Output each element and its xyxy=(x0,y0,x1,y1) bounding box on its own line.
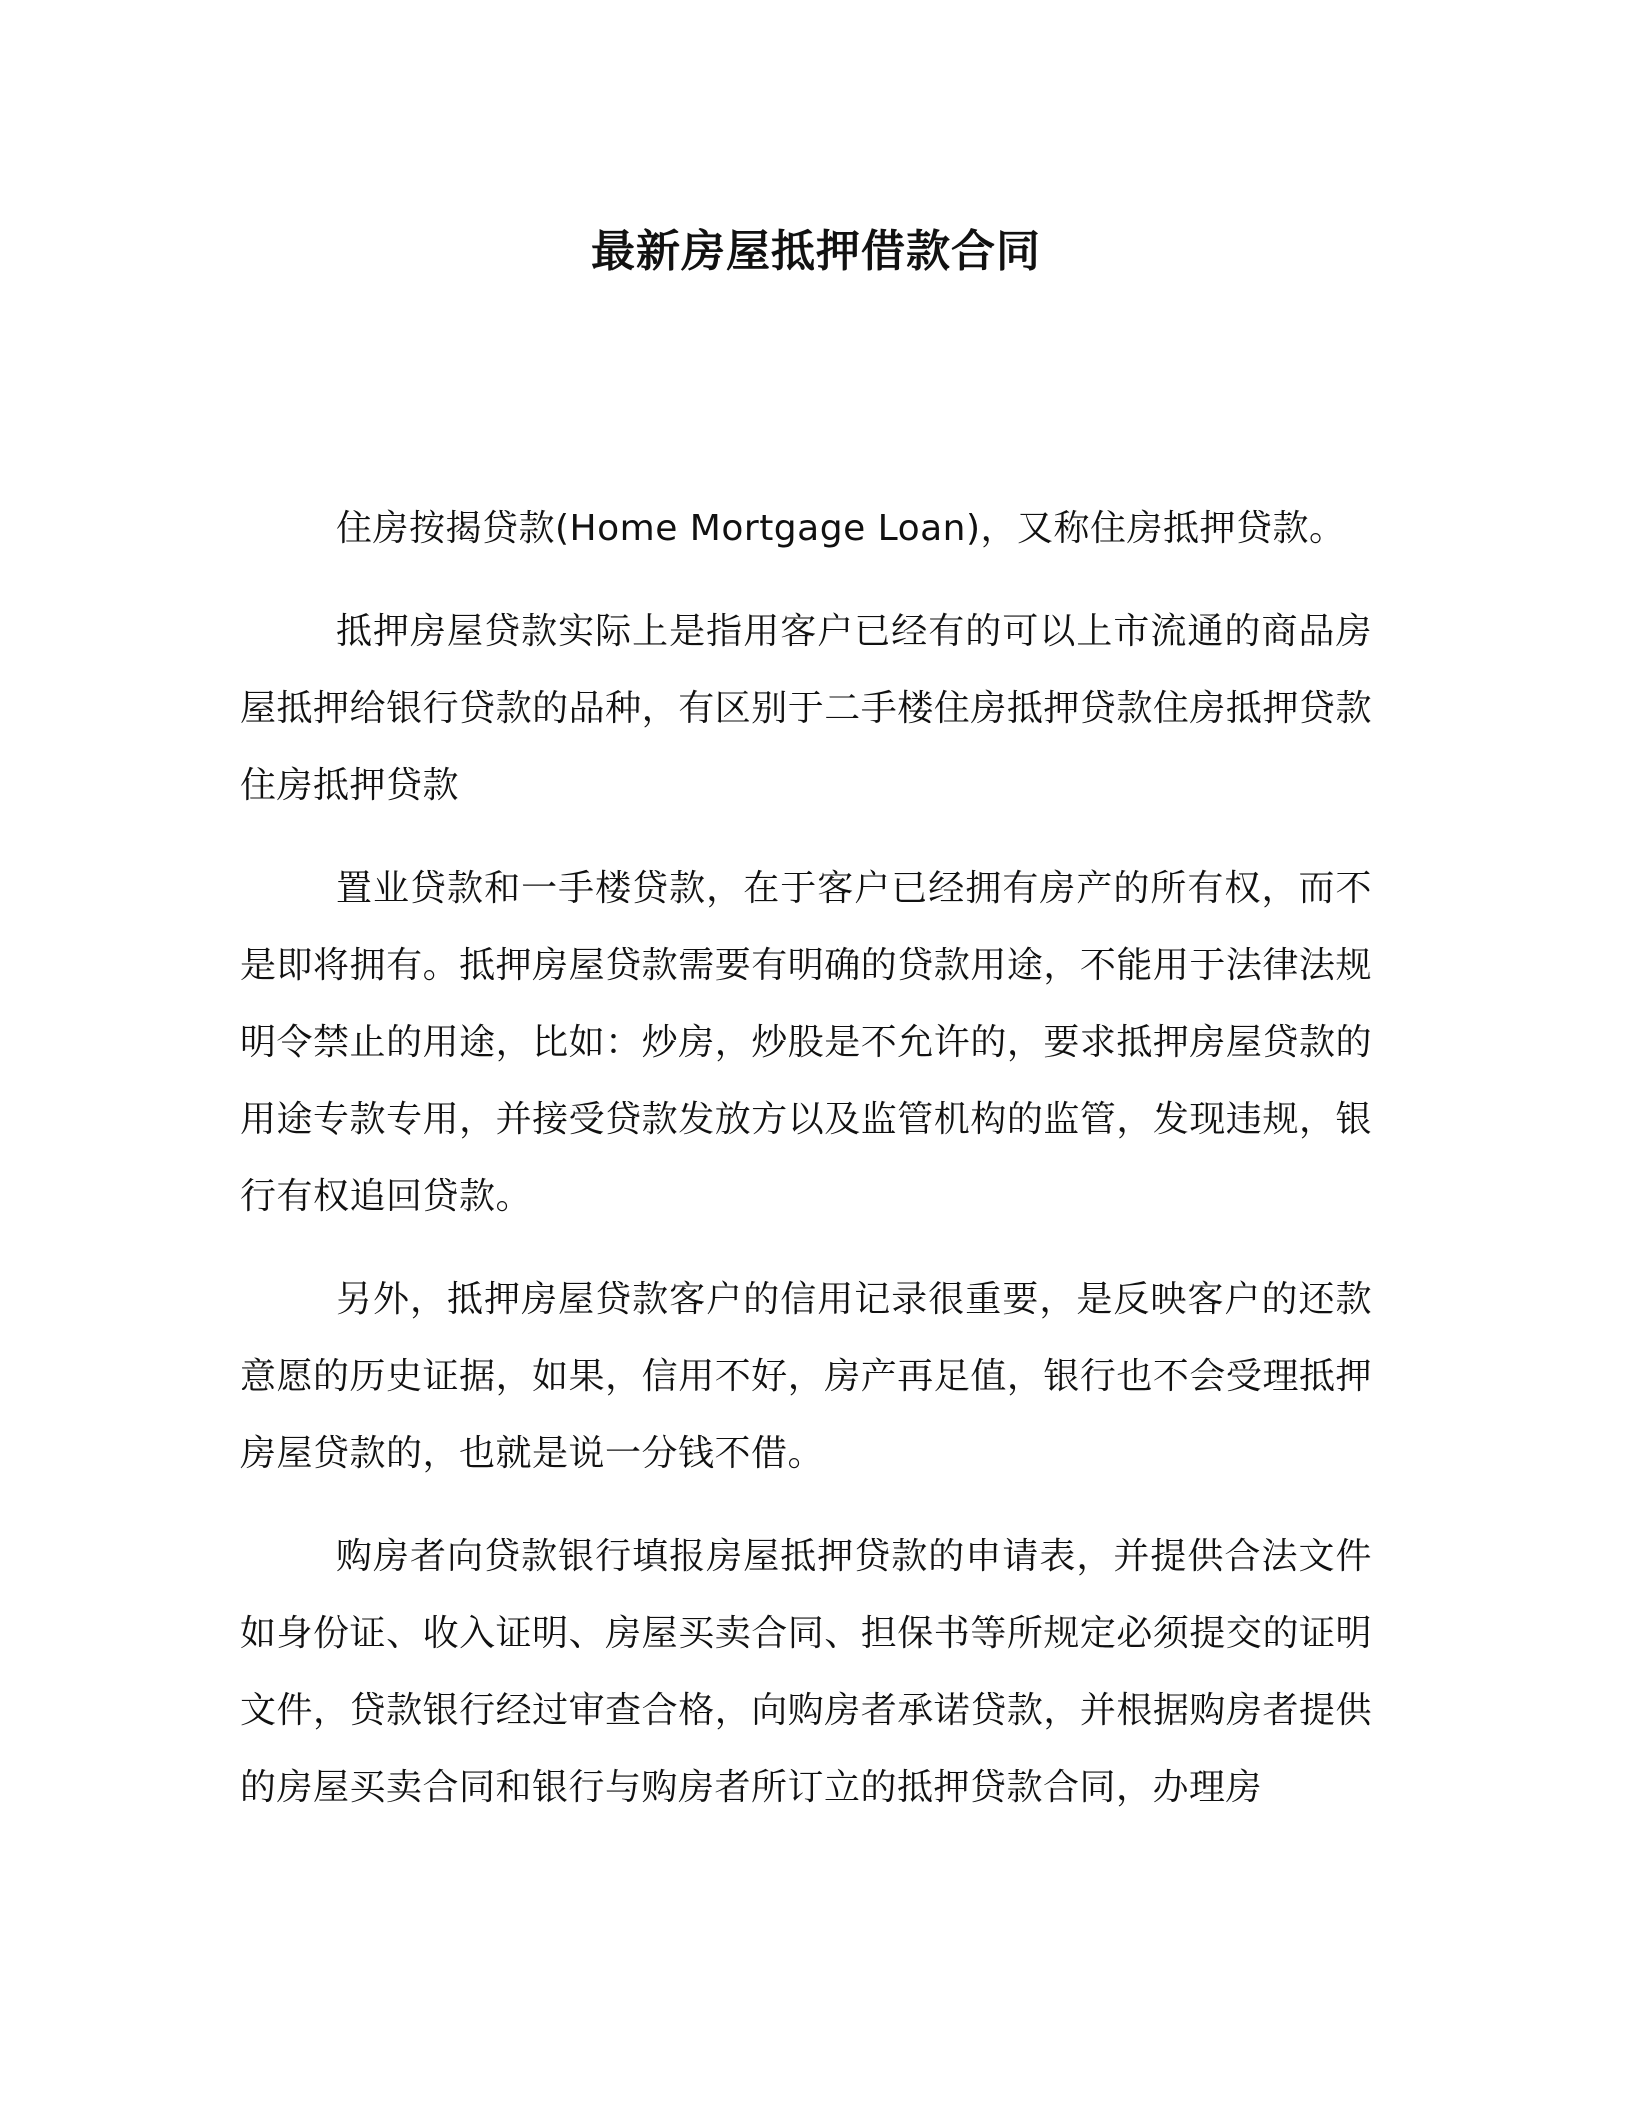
paragraph-3: 置业贷款和一手楼贷款，在于客户已经拥有房产的所有权，而不是即将拥有。抵押房屋贷款需要有明确的贷款用途，不能用于法律法规明令禁止的用途，比如：炒房，炒股是不允许的，要求抵押房屋贷款的用途专款专用，并接受贷款发放方以及监管机构的监管，发现违规，银行有权追回贷款。 xyxy=(240,868,1372,1217)
document-body xyxy=(240,490,1372,1852)
paragraph-2: 抵押房屋贷款实际上是指用客户已经有的可以上市流通的商品房屋抵押给银行贷款的品种，有区别于二手楼住房抵押贷款住房抵押贷款住房抵押贷款 xyxy=(240,611,1372,806)
paragraph-4: 另外，抵押房屋贷款客户的信用记录很重要，是反映客户的还款意愿的历史证据，如果，信用不好，房产再足值，银行也不会受理抵押房屋贷款的，也就是说一分钱不借。 xyxy=(240,1279,1372,1474)
paragraph-5: 购房者向贷款银行填报房屋抵押贷款的申请表，并提供合法文件如身份证、收入证明、房屋买卖合同、担保书等所规定必须提交的证明文件，贷款银行经过审查合格，向购房者承诺贷款，并根据购房者提供的房屋买卖合同和银行与购房者所订立的抵押贷款合同，办理房 xyxy=(240,1536,1372,1808)
paragraph-1: 住房按揭贷款(Home Mortgage Loan)，又称住房抵押贷款。 xyxy=(336,508,1346,549)
document-title: 最新房屋抵押借款合同 xyxy=(591,226,1041,277)
